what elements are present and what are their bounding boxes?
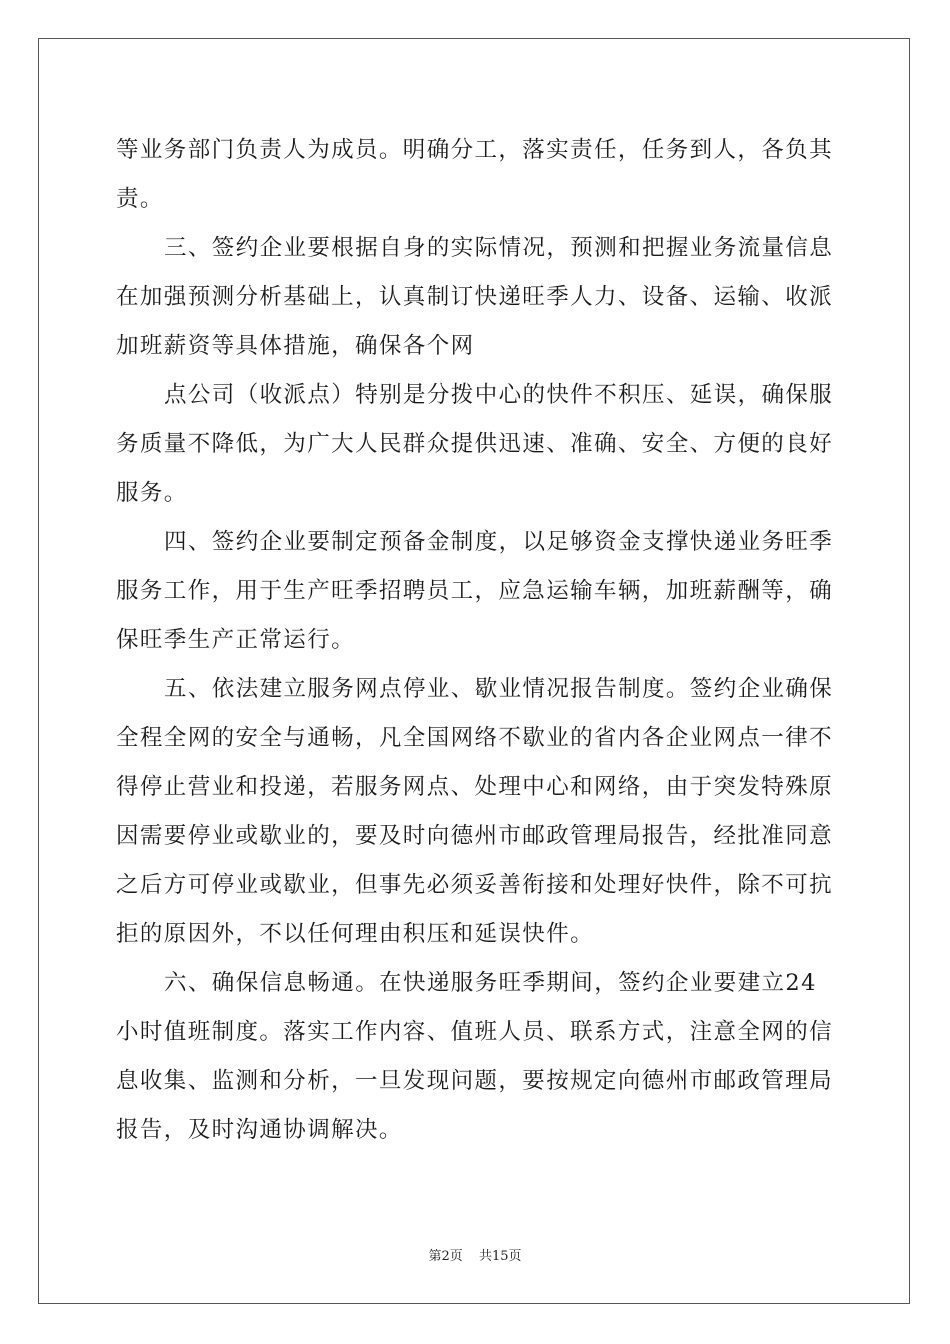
text-line: 等业务部门负责人为成员。明确分工，落实责任，任务到人，各负其 xyxy=(116,137,834,163)
text-line: 息收集、监测和分析，一旦发现问题，要按规定向德州市邮政管理局 xyxy=(116,1068,834,1094)
document-body xyxy=(116,126,836,1155)
page-total: 共15页 xyxy=(478,1249,522,1264)
page-number: 第2页 xyxy=(428,1249,463,1264)
text-line: 之后方可停业或歇业，但事先必须妥善衔接和处理好快件，除不可抗 xyxy=(116,872,834,898)
text-line: 六、确保信息畅通。在快递服务旺季期间，签约企业要建立24 xyxy=(164,970,817,996)
text-line: 报告，及时沟通协调解决。 xyxy=(116,1117,403,1143)
text-line: 三、签约企业要根据自身的实际情况，预测和把握业务流量信息 xyxy=(164,235,834,261)
text-line: 五、依法建立服务网点停业、歇业情况报告制度。签约企业确保 xyxy=(164,676,834,702)
text-line: 小时值班制度。落实工作内容、值班人员、联系方式，注意全网的信 xyxy=(116,1019,834,1045)
text-line: 得停止营业和投递，若服务网点、处理中心和网络，由于突发特殊原 xyxy=(116,774,834,800)
text-line: 服务工作，用于生产旺季招聘员工，应急运输车辆，加班薪酬等，确 xyxy=(116,578,834,604)
text-line: 拒的原因外，不以任何理由积压和延误快件。 xyxy=(116,921,595,947)
text-line: 责。 xyxy=(116,186,164,212)
text-line: 务质量不降低，为广大人民群众提供迅速、准确、安全、方便的良好 xyxy=(116,431,834,457)
text-line: 在加强预测分析基础上，认真制订快递旺季人力、设备、运输、收派 xyxy=(116,284,834,310)
text-line: 全程全网的安全与通畅，凡全国网络不歇业的省内各企业网点一律不 xyxy=(116,725,834,751)
text-line: 服务。 xyxy=(116,480,188,506)
page-footer xyxy=(0,1245,950,1264)
text-line: 因需要停业或歇业的，要及时向德州市邮政管理局报告，经批准同意 xyxy=(116,823,834,849)
text-line: 点公司（收派点）特别是分拨中心的快件不积压、延误，确保服 xyxy=(164,382,834,408)
text-line: 四、签约企业要制定预备金制度，以足够资金支撑快递业务旺季 xyxy=(164,529,834,555)
text-line: 保旺季生产正常运行。 xyxy=(116,627,356,653)
text-line: 加班薪资等具体措施，确保各个网 xyxy=(116,333,475,359)
